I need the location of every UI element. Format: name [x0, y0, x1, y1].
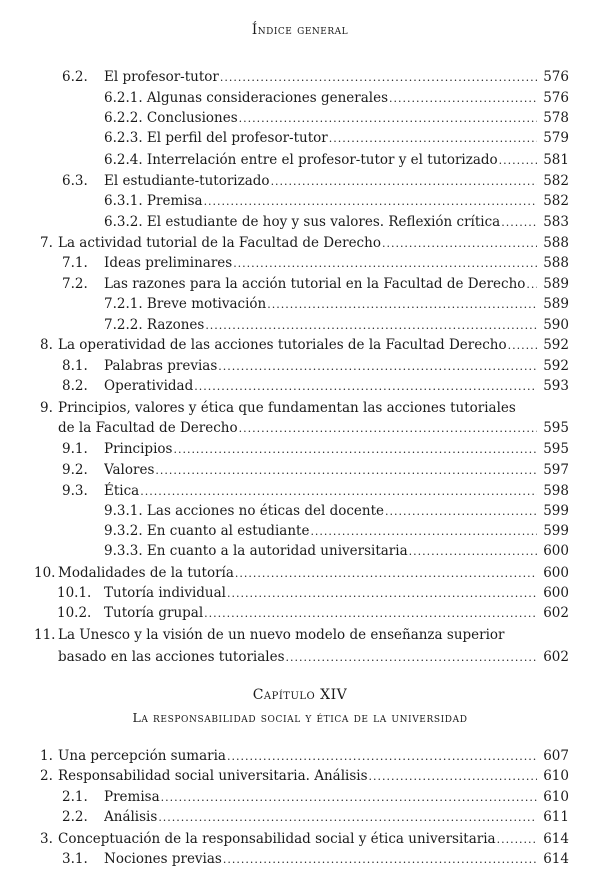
toc-entry-title: Premisa — [104, 789, 160, 805]
toc-entry-title: basado en las acciones tutoriales — [58, 649, 285, 665]
dot-leader — [409, 542, 537, 562]
toc-entry-title: El estudiante-tutorizado — [104, 173, 270, 189]
toc-entry[interactable] — [0, 541, 600, 561]
dot-leader — [173, 440, 537, 460]
dot-leader — [218, 357, 537, 377]
toc-entry-title: Conceptuación de la responsabilidad social y ética universitaria — [58, 831, 496, 847]
toc-entry-title: Modalidades de la tutoría — [58, 565, 234, 581]
dot-leader — [382, 234, 537, 254]
toc-entry-page-number: 593 — [543, 378, 569, 394]
toc-entry-page-number: 599 — [543, 503, 569, 519]
toc-entry-number: 9.3. — [62, 483, 88, 499]
dot-leader — [194, 377, 537, 397]
toc-entry-title: La Unesco y la visión de un nuevo modelo de enseñanza superior — [58, 627, 505, 643]
toc-entry-number: 8. — [40, 337, 53, 353]
dot-leader — [233, 254, 537, 274]
toc-entry-page-number: 600 — [543, 565, 569, 581]
dot-leader — [497, 830, 537, 850]
toc-entry[interactable] — [0, 108, 600, 128]
toc-entry-title: Análisis — [104, 809, 158, 825]
toc-entry-title: Las razones para la acción tutorial en la Facultad de Derecho — [104, 276, 526, 292]
toc-entry-title: Principios, valores y ética que fundamentan las acciones tutoriales — [58, 400, 516, 416]
dot-leader — [271, 172, 537, 192]
dot-leader — [369, 767, 537, 787]
toc-entry-page-number: 602 — [543, 605, 569, 621]
toc-entry-page-number: 582 — [543, 173, 569, 189]
dot-leader — [267, 295, 537, 315]
toc-entry-title: 7.2.2. Razones — [104, 317, 205, 333]
toc-entry-page-number: 600 — [543, 543, 569, 559]
toc-entry[interactable] — [0, 481, 600, 501]
toc-entry-title: Principios — [104, 441, 173, 457]
toc-entry-page-number: 588 — [543, 255, 569, 271]
toc-entry-page-number: 595 — [543, 420, 569, 436]
toc-entry-page-number: 595 — [543, 441, 569, 457]
toc-entry[interactable] — [0, 88, 600, 108]
toc-entry[interactable] — [0, 625, 600, 645]
dot-leader — [389, 89, 537, 109]
toc-entry-title: Una percepción sumaria — [58, 748, 226, 764]
toc-entry-title: 6.2.1. Algunas consideraciones generales — [104, 90, 389, 106]
toc-entry-number: 10.2. — [57, 605, 92, 621]
toc-entry-page-number: 581 — [543, 152, 569, 168]
toc-entry-page-number: 592 — [543, 358, 569, 374]
dot-leader — [235, 564, 537, 584]
toc-entry[interactable] — [0, 212, 600, 232]
toc-entry[interactable] — [0, 746, 600, 766]
toc-entry-number: 2. — [40, 768, 53, 784]
toc-entry-page-number: 600 — [543, 585, 569, 601]
toc-entry-number: 7.1. — [62, 255, 88, 271]
dot-leader — [158, 808, 537, 828]
toc-entry[interactable] — [0, 829, 600, 849]
toc-entry-title: 7.2.1. Breve motivación — [104, 296, 267, 312]
toc-entry-page-number: 610 — [543, 789, 569, 805]
toc-entry[interactable] — [0, 439, 600, 459]
toc-entry-page-number: 614 — [543, 851, 569, 867]
toc-entry-title: 6.3.1. Premisa — [104, 193, 203, 209]
toc-entry[interactable] — [0, 603, 600, 623]
toc-entry-number: 1. — [40, 748, 53, 764]
toc-entry-number: 6.3. — [62, 173, 88, 189]
toc-entry-page-number: 611 — [543, 809, 569, 825]
dot-leader — [526, 275, 537, 295]
toc-entry[interactable] — [0, 315, 600, 335]
toc-entry-number: 7.2. — [62, 276, 88, 292]
running-head: Índice general — [251, 22, 349, 38]
toc-entry-number: 9. — [40, 400, 53, 416]
toc-entry-title: Valores — [104, 462, 155, 478]
dot-leader — [501, 213, 537, 233]
toc-entry-number: 10. — [34, 565, 56, 581]
dot-leader — [385, 502, 537, 522]
toc-entry[interactable] — [0, 67, 600, 87]
toc-entry[interactable] — [0, 398, 600, 418]
toc-entry[interactable] — [0, 274, 600, 294]
chapter-label: Capítulo XIV — [252, 687, 348, 703]
toc-entry-number: 10.1. — [57, 585, 92, 601]
toc-entry-page-number: 614 — [543, 831, 569, 847]
toc-entry-page-number: 598 — [543, 483, 569, 499]
toc-entry-title: 9.3.2. En cuanto al estudiante — [104, 523, 310, 539]
toc-entry-number: 9.1. — [62, 441, 88, 457]
toc-entry-page-number: 578 — [543, 110, 569, 126]
toc-entry[interactable] — [0, 563, 600, 583]
toc-entry-title: La actividad tutorial de la Facultad de Derecho — [58, 235, 381, 251]
toc-entry-page-number: 610 — [543, 768, 569, 784]
toc-entry[interactable] — [0, 501, 600, 521]
dot-leader — [155, 461, 537, 481]
dot-leader — [239, 109, 537, 129]
toc-entry-page-number: 589 — [543, 276, 569, 292]
dot-leader — [223, 850, 537, 870]
toc-entry-title: Responsabilidad social universitaria. Análisis — [58, 768, 368, 784]
dot-leader — [227, 747, 537, 767]
toc-entry-number: 3. — [40, 831, 53, 847]
toc-entry[interactable] — [0, 418, 600, 438]
toc-entry[interactable] — [0, 233, 600, 253]
chapter-title: La responsabilidad social y ética de la universidad — [132, 710, 468, 725]
toc-entry[interactable] — [0, 647, 600, 667]
toc-entry[interactable] — [0, 583, 600, 603]
dot-leader — [239, 419, 537, 439]
toc-entry-title: Ideas preliminares — [104, 255, 233, 271]
toc-entry-number: 3.1. — [62, 851, 88, 867]
dot-leader — [508, 336, 537, 356]
toc-entry-title: El profesor-tutor — [104, 69, 219, 85]
toc-entry[interactable] — [0, 766, 600, 786]
toc-entry-title: Ética — [104, 483, 140, 499]
toc-entry-title: 6.2.2. Conclusiones — [104, 110, 238, 126]
toc-entry-number: 2.2. — [62, 809, 88, 825]
toc-entry-page-number: 597 — [543, 462, 569, 478]
dot-leader — [220, 68, 537, 88]
toc-entry-number: 9.2. — [62, 462, 88, 478]
toc-entry-title: 6.2.3. El perfil del profesor-tutor — [104, 130, 328, 146]
toc-entry[interactable] — [0, 128, 600, 148]
toc-entry-title: Palabras previas — [104, 358, 218, 374]
dot-leader — [286, 648, 537, 668]
toc-entry-page-number: 590 — [543, 317, 569, 333]
toc-entry-title: Tutoría individual — [104, 585, 226, 601]
toc-entry-title: Tutoría grupal — [104, 605, 204, 621]
toc-entry-page-number: 599 — [543, 523, 569, 539]
toc-entry-number: 7. — [40, 235, 53, 251]
toc-entry-title: La operatividad de las acciones tutoriales de la Facultad Derecho — [58, 337, 507, 353]
dot-leader — [205, 316, 537, 336]
toc-entry-title: 9.3.3. En cuanto a la autoridad universitaria — [104, 543, 408, 559]
toc-entry-page-number: 588 — [543, 235, 569, 251]
toc-entry[interactable] — [0, 253, 600, 273]
toc-entry-title: Operatividad — [104, 378, 194, 394]
toc-entry-page-number: 583 — [543, 214, 569, 230]
toc-entry-number: 2.1. — [62, 789, 88, 805]
toc-entry-title: de la Facultad de Derecho — [58, 420, 238, 436]
toc-entry[interactable] — [0, 521, 600, 541]
toc-entry-page-number: 582 — [543, 193, 569, 209]
toc-entry-page-number: 579 — [543, 130, 569, 146]
dot-leader — [329, 129, 537, 149]
toc-entry-number: 8.1. — [62, 358, 88, 374]
toc-entry[interactable] — [0, 376, 600, 396]
toc-entry-title: 9.3.1. Las acciones no éticas del docente — [104, 503, 385, 519]
dot-leader — [227, 584, 537, 604]
toc-entry-page-number: 576 — [543, 90, 569, 106]
toc-entry-page-number: 592 — [543, 337, 569, 353]
toc-entry-number: 11. — [34, 627, 56, 643]
toc-entry[interactable] — [0, 171, 600, 191]
dot-leader — [310, 522, 537, 542]
dot-leader — [499, 151, 537, 171]
toc-entry[interactable] — [0, 294, 600, 314]
toc-entry[interactable] — [0, 150, 600, 170]
toc-entry-title: 6.3.2. El estudiante de hoy y sus valores. Reflexión crítica — [104, 214, 501, 230]
toc-entry-number: 6.2. — [62, 69, 88, 85]
toc-entry-number: 8.2. — [62, 378, 88, 394]
dot-leader — [140, 482, 537, 502]
toc-entry-page-number: 602 — [543, 649, 569, 665]
toc-entry-page-number: 589 — [543, 296, 569, 312]
dot-leader — [204, 604, 537, 624]
toc-entry[interactable] — [0, 787, 600, 807]
toc-entry-title: Nociones previas — [104, 851, 222, 867]
toc-entry-page-number: 607 — [543, 748, 569, 764]
dot-leader — [161, 788, 537, 808]
dot-leader — [204, 192, 537, 212]
toc-entry[interactable] — [0, 356, 600, 376]
toc-entry[interactable] — [0, 335, 600, 355]
toc-entry[interactable] — [0, 460, 600, 480]
toc-entry[interactable] — [0, 191, 600, 211]
toc-entry[interactable] — [0, 807, 600, 827]
toc-entry[interactable] — [0, 849, 600, 869]
toc-entry-page-number: 576 — [543, 69, 569, 85]
toc-entry-title: 6.2.4. Interrelación entre el profesor-tutor y el tutorizado — [104, 152, 498, 168]
